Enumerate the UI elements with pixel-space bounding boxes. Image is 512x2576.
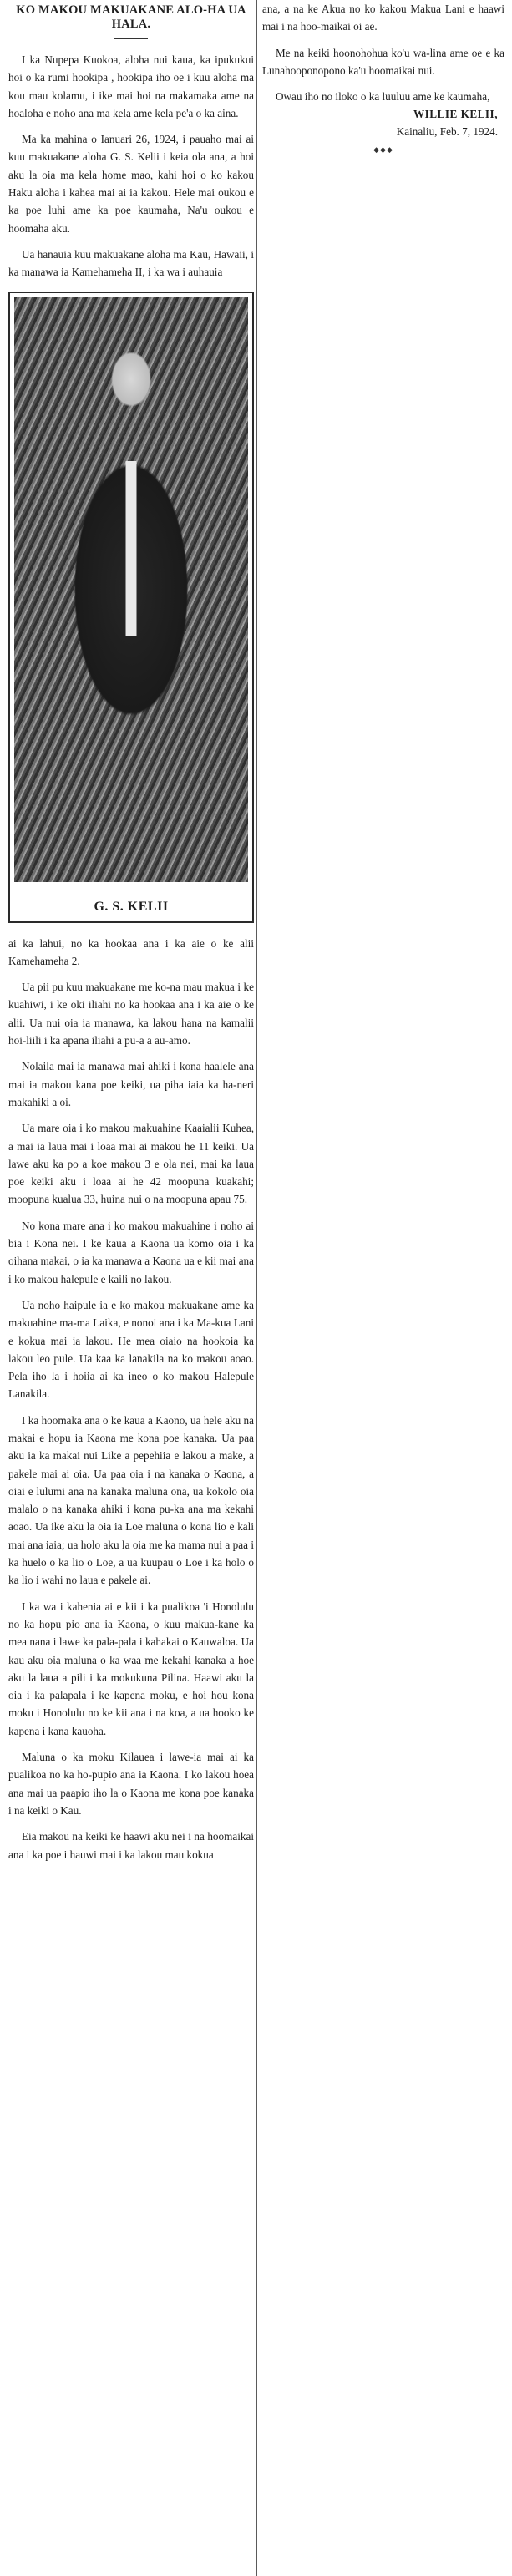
photo-caption: G. S. KELII (94, 899, 169, 914)
right-column (262, 0, 504, 2576)
portrait-photo (14, 297, 248, 882)
body-paragraph: Eia makou na keiki ke haawi aku nei i na hoomaikai ana i ka poe i hauwi mai i ka lakou mau kokua (8, 1830, 254, 1861)
body-paragraph: ai ka lahui, no ka hookaa ana i ka aie o ke alii Kamehameha 2. (8, 936, 254, 967)
body-paragraph: Nolaila mai ia manawa mai ahiki i kona haalele ana mai ia makou kana poe keiki, ua piha iaia ka ha-neri makahiki a oi. (8, 1060, 254, 1108)
body-paragraph: I ka hoomaka ana o ke kaua a Kaono, ua hele aku na makai e hopu ia Kaona me kona poe kanaka. Ua paa aku ia ka makai nui Like a pepehiia e lakou a make, a pakele mai ai oia. Ua paa oia i na kanaka o Kaona, a oiai e lulumi ana na kanaka maluna ona, ua kokolo oia malalo o na kanaka ahiki i kona pu-ka ana ma kekahi aoao. Ua ike aku la oia ia Loe maluna o kona lio e kali mai ana iaia; ua holo aku la oia me ka mama nui a paa i ka huelo o ka lio o Loe, a ua kuupau o Loe i ka holo o ka lio i wahi no laua e pakele ai. (8, 1413, 254, 1587)
body-paragraph: Ma ka mahina o Ianuari 26, 1924, i pauaho mai ai kuu makuakane aloha G. S. Kelii i keia ola ana, a hoi aku la oia ma kela home mao, kahi hoi o ko kakou Haku aloha i kahea mai ai ia kakou. Hele mai oukou e ka poe luhi ame ka poe kaumaha, Na'u oukou e hoomaha aku. (8, 133, 254, 235)
body-paragraph: Maluna o ka moku Kilauea i lawe-ia mai ai ka pualikoa no ka ho-pupio ana ia Kaona. I ko lakou hoea ana mai ua paapio iho la o Kaona me kona poe kanaka i na keiki o Kau. (8, 1751, 254, 1817)
body-paragraph: Ua hanauia kuu makuakane aloha ma Kau, Hawaii, i ka manawa ia Kamehameha II, i ka wa i auhauia (8, 247, 254, 279)
signature-name: WILLIE KELII, (413, 108, 498, 121)
left-column (8, 0, 254, 2576)
body-paragraph: Ua noho haipule ia e ko makou makuakane ame ka makuahine ma-ma Laika, e nonoi ana i ka Ma-kua Lani e kokua mai ia lakou. He mea oiaio na hookoia ka lakou leo pule. Ua kaa ka lanakila na ko makou aoao. Pela iho la i hoiia ai ka ineo o ko makou Halepule Lanakila. (8, 1298, 254, 1401)
body-paragraph: No kona mare ana i ko makou makuahine i noho ai bia i Kona nei. I ke kaua a Kaona ua komo oia i ka oihana makai, o ia ka manawa a Kaona ua e kii mai ana i ko makou halepule e kaili no lakou. (8, 1219, 254, 1285)
body-paragraph: I ka Nupepa Kuokoa, aloha nui kaua, ka ipukukui hoi o ka rumi hookipa , hookipa iho oe i kuu aloha ma kou mau kolamu, i ike mai hoi na makamaka ame na hoaloha e noho ana ma kela ame kela pe'a o ka aina. (8, 53, 254, 119)
headline-divider (114, 38, 148, 39)
article-headline: KO MAKOU MAKUAKANE ALO-HA UA HALA. (16, 3, 246, 31)
end-ornament: ——◆◆◆—— (357, 145, 410, 155)
signature-place-date: Kainaliu, Feb. 7, 1924. (396, 125, 498, 139)
continued-paragraph: Me na keiki hoonohohua ko'u wa-lina ame oe e ka Lunahooponopono ka'u hoomaikai nui. (262, 46, 504, 77)
body-paragraph: Ua pii pu kuu makuakane me ko-na mau makua i ke kuahiwi, i ke oki iliahi no ka hookaa ana i ka aie o ke alii. Ua nui oia ia manawa, ka lakou hana na kamalii hoi-liili i ka apana iliahi a pu-a a au-amo. (8, 981, 254, 1047)
article-body-continued (262, 0, 504, 105)
portrait-photo-frame (8, 292, 254, 923)
article-body-top (8, 51, 254, 281)
continued-paragraph: Owau iho no iloko o ka luuluu ame ke kaumaha, (276, 90, 490, 104)
body-paragraph: Ua mare oia i ko makou makuahine Kaaialii Kuhea, a mai ia laua mai i loaa mai ai makou he 11 keiki. Ua lawe aku ka po a koe makou 3 e ola nei, mai ka laua poe keiki aku i loaa ai he 42 moopuna kuakahi; moopuna kualua 33, huina nui o na moopuna apau 75. (8, 1122, 254, 1206)
body-paragraph: I ka wa i kahenia ai e kii i ka pualikoa 'i Honolulu no ka hopu pio ana ia Kaona, o kuu makua-kane ka mea nana i lawe ka pala-pala i kahakai o Kauwaloa. Ua kau aku oia maluna o ka waa me kekahi kanaka a hoe aku la laua a pili i ka mokukuna Pilina. Haawi aku la oia i ka palapala i ke kapena moku, e hoi hou kona moku i Honolulu no ke kii ana i na koa, a ua hooko ke kapena i kana kauoha. (8, 1600, 254, 1737)
continued-paragraph: ana, a na ke Akua no ko kakou Makua Lani e haawi mai i na hoo-maikai oi ae. (262, 3, 504, 33)
middle-column-rule (256, 0, 257, 2576)
article-body-bottom (8, 935, 254, 1864)
